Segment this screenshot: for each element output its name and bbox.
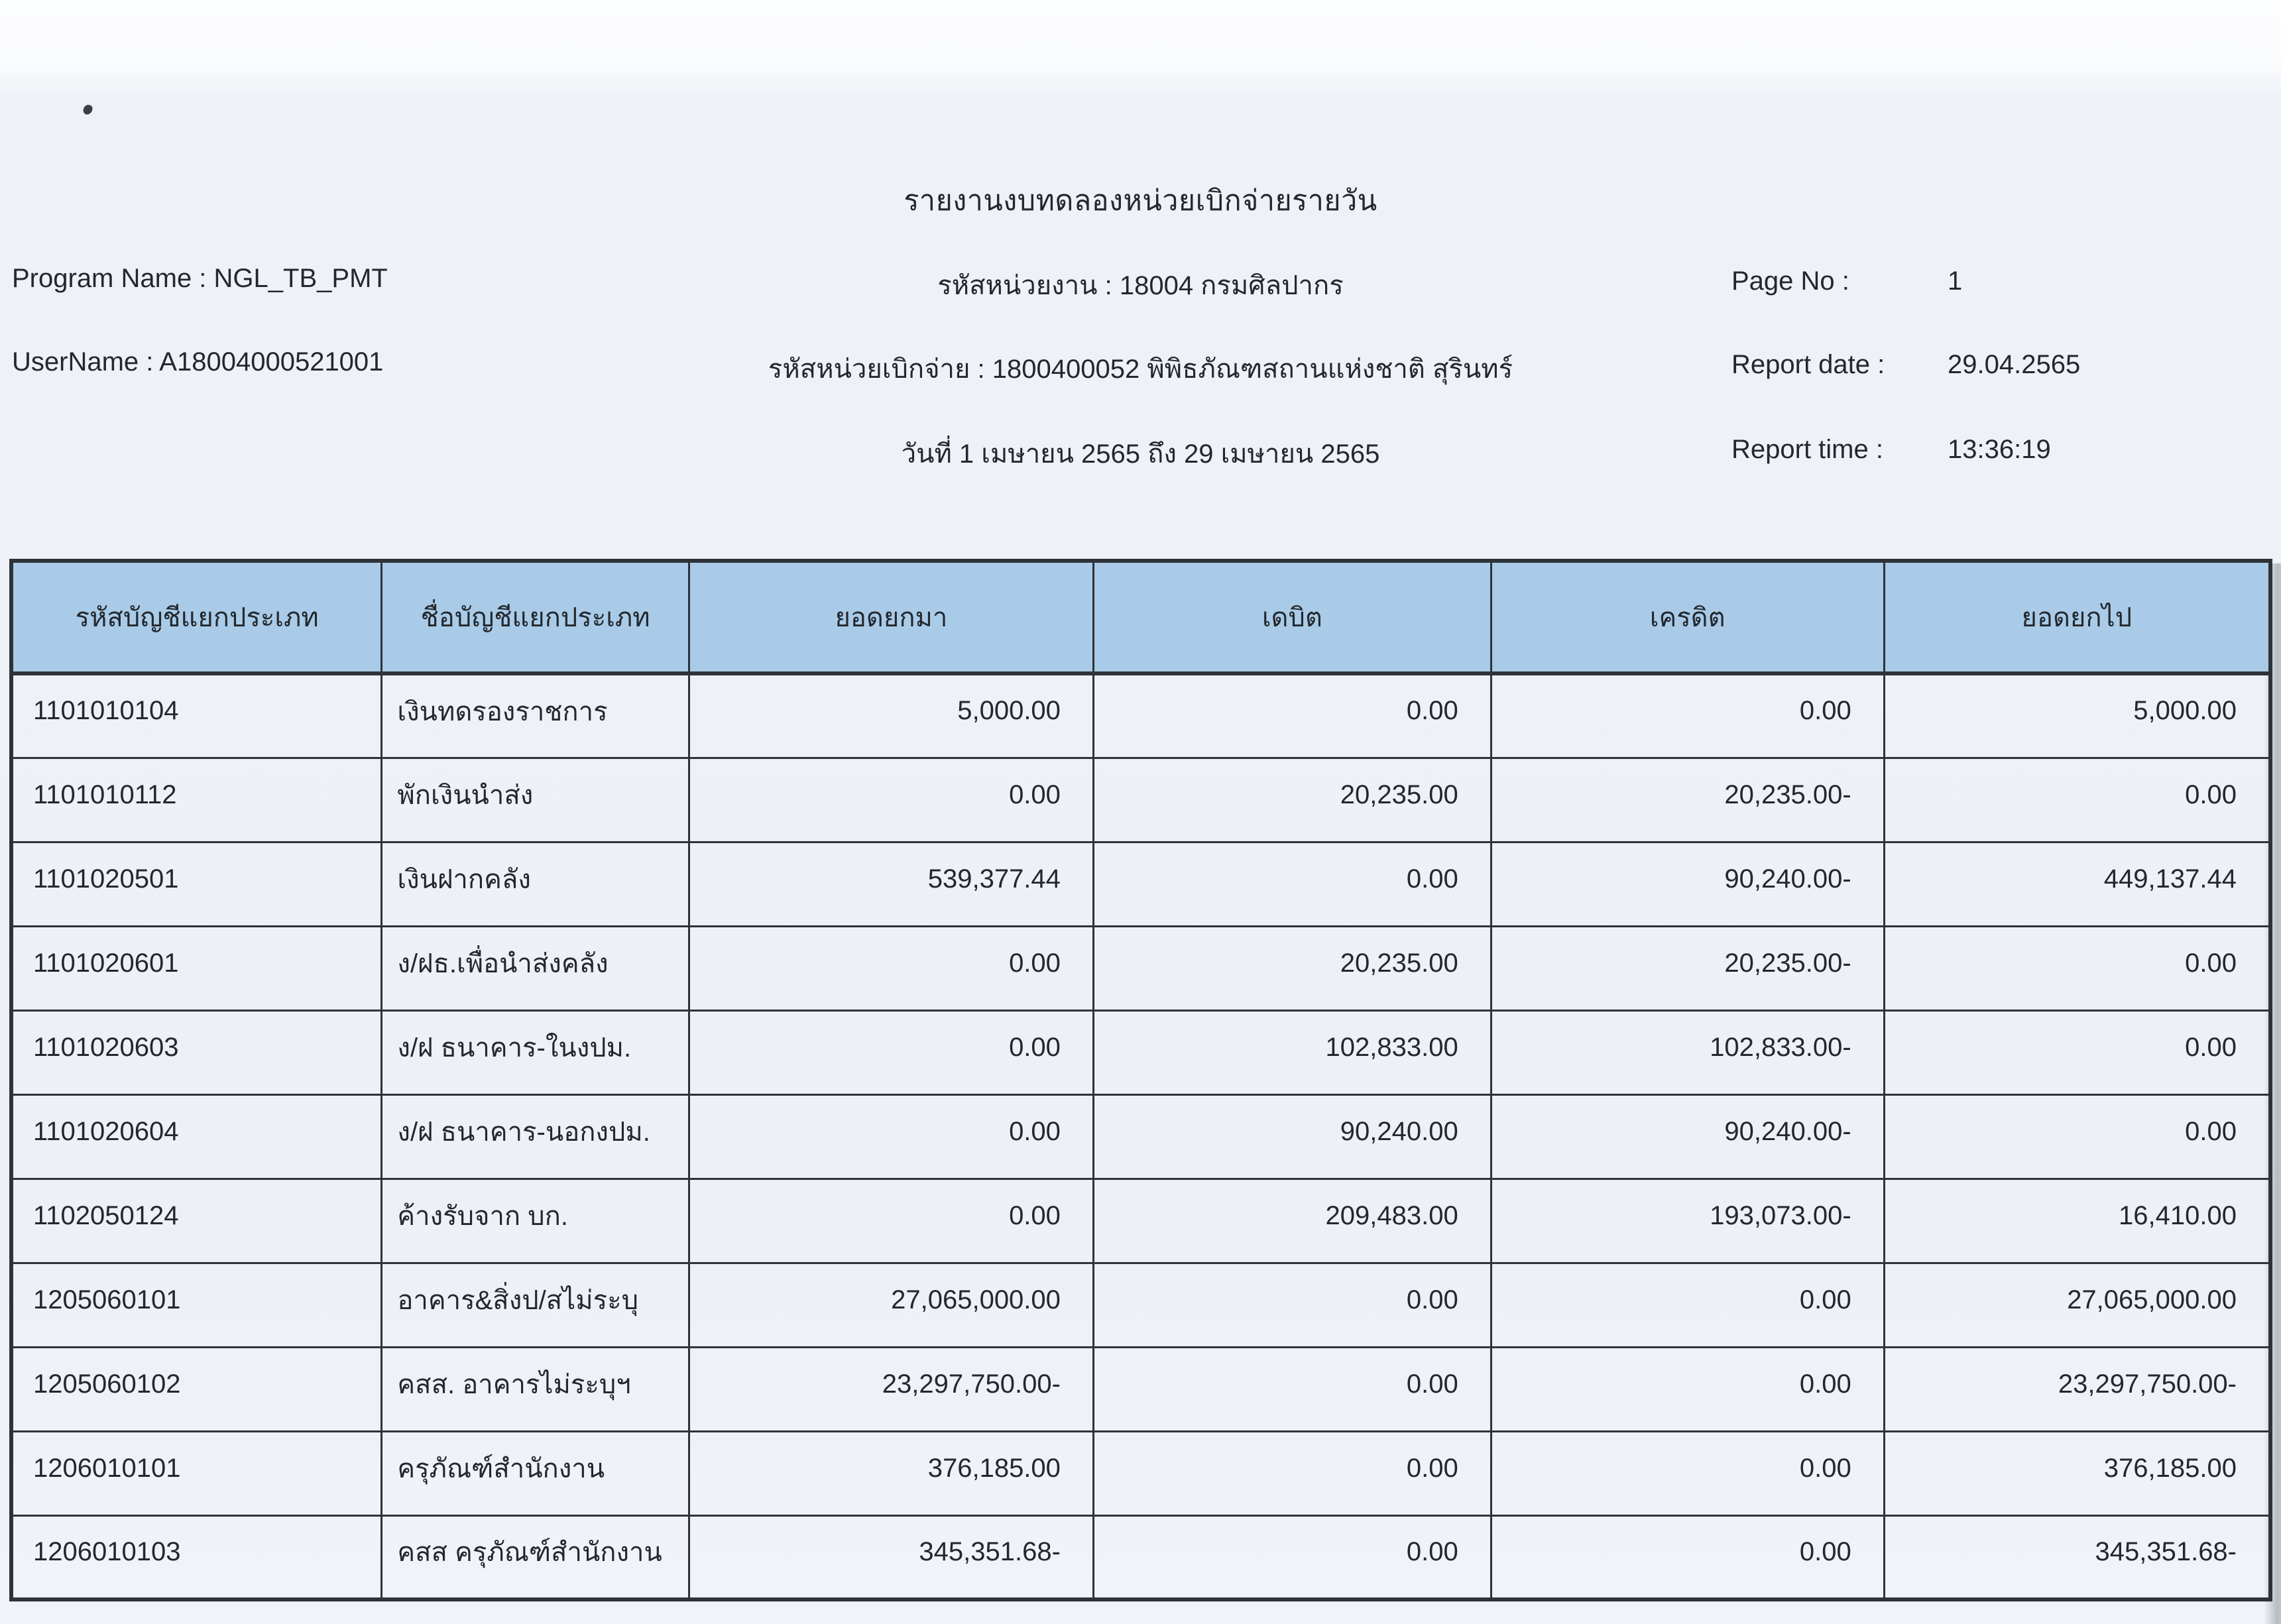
table-row bbox=[11, 1431, 2270, 1515]
account-code-cell: 1101010104 bbox=[11, 673, 382, 758]
account-name-cell: ง/ฝ ธนาคาร-นอกงปม. bbox=[382, 1094, 689, 1179]
account-code-cell: 1205060102 bbox=[11, 1347, 382, 1431]
debit-cell: 0.00 bbox=[1093, 1515, 1491, 1599]
debit-cell: 0.00 bbox=[1093, 1431, 1491, 1515]
opening-balance-cell: 0.00 bbox=[689, 1094, 1093, 1179]
account-code-cell: 1101020601 bbox=[11, 926, 382, 1010]
credit-cell: 20,235.00- bbox=[1491, 926, 1884, 1010]
account-code-cell: 1101020603 bbox=[11, 1010, 382, 1094]
program-name-label: Program Name : bbox=[12, 264, 207, 293]
account-code-cell: 1206010101 bbox=[11, 1431, 382, 1515]
credit-cell: 0.00 bbox=[1491, 1515, 1884, 1599]
opening-balance-cell: 0.00 bbox=[689, 758, 1093, 842]
opening-balance-cell: 0.00 bbox=[689, 926, 1093, 1010]
closing-balance-cell: 345,351.68- bbox=[1884, 1515, 2270, 1599]
agency-code-line: รหัสหน่วยงาน : 18004 กรมศิลปากร bbox=[937, 271, 1344, 300]
account-name-cell: เงินฝากคลัง bbox=[382, 842, 689, 926]
table-header-row bbox=[11, 561, 2270, 673]
opening-balance-cell: 345,351.68- bbox=[689, 1515, 1093, 1599]
table-row bbox=[11, 1263, 2270, 1347]
credit-cell: 193,073.00- bbox=[1491, 1179, 1884, 1263]
closing-balance-cell: 376,185.00 bbox=[1884, 1431, 2270, 1515]
table-header bbox=[11, 561, 2270, 673]
opening-balance-cell: 5,000.00 bbox=[689, 673, 1093, 758]
username-label: UserName : bbox=[12, 347, 154, 377]
table-row bbox=[11, 758, 2270, 842]
credit-cell: 0.00 bbox=[1491, 1347, 1884, 1431]
column-header-3: เดบิต bbox=[1093, 561, 1491, 673]
debit-cell: 209,483.00 bbox=[1093, 1179, 1491, 1263]
credit-cell: 90,240.00- bbox=[1491, 1094, 1884, 1179]
opening-balance-cell: 539,377.44 bbox=[689, 842, 1093, 926]
credit-cell: 90,240.00- bbox=[1491, 842, 1884, 926]
table-row bbox=[11, 1515, 2270, 1599]
debit-cell: 0.00 bbox=[1093, 1263, 1491, 1347]
closing-balance-cell: 0.00 bbox=[1884, 1094, 2270, 1179]
date-range-line: วันที่ 1 เมษายน 2565 ถึง 29 เมษายน 2565 bbox=[901, 439, 1380, 469]
debit-cell: 0.00 bbox=[1093, 1347, 1491, 1431]
credit-cell: 0.00 bbox=[1491, 1263, 1884, 1347]
closing-balance-cell: 0.00 bbox=[1884, 1010, 2270, 1094]
column-header-2: ยอดยกมา bbox=[689, 561, 1093, 673]
account-name-cell: ค้างรับจาก บก. bbox=[382, 1179, 689, 1263]
page-no-label: Page No : bbox=[1731, 266, 1849, 296]
closing-balance-cell: 27,065,000.00 bbox=[1884, 1263, 2270, 1347]
debit-cell: 102,833.00 bbox=[1093, 1010, 1491, 1094]
account-name-cell: คสส. อาคารไม่ระบุฯ bbox=[382, 1347, 689, 1431]
table-row bbox=[11, 1094, 2270, 1179]
closing-balance-cell: 0.00 bbox=[1884, 926, 2270, 1010]
table-row bbox=[11, 926, 2270, 1010]
column-header-1: ชื่อบัญชีแยกประเภท bbox=[382, 561, 689, 673]
report-time-value: 13:36:19 bbox=[1948, 435, 2051, 464]
account-code-cell: 1101020604 bbox=[11, 1094, 382, 1179]
report-date-value: 29.04.2565 bbox=[1948, 350, 2081, 379]
closing-balance-cell: 449,137.44 bbox=[1884, 842, 2270, 926]
account-code-cell: 1102050124 bbox=[11, 1179, 382, 1263]
debit-cell: 20,235.00 bbox=[1093, 758, 1491, 842]
opening-balance-cell: 0.00 bbox=[689, 1010, 1093, 1094]
opening-balance-cell: 376,185.00 bbox=[689, 1431, 1093, 1515]
account-code-cell: 1101020501 bbox=[11, 842, 382, 926]
closing-balance-cell: 16,410.00 bbox=[1884, 1179, 2270, 1263]
debit-cell: 0.00 bbox=[1093, 673, 1491, 758]
disbursing-unit-line: รหัสหน่วยเบิกจ่าย : 1800400052 พิพิธภัณฑสถานแห่งชาติ สุรินทร์ bbox=[768, 355, 1513, 384]
closing-balance-cell: 5,000.00 bbox=[1884, 673, 2270, 758]
account-name-cell: เงินทดรองราชการ bbox=[382, 673, 689, 758]
debit-cell: 0.00 bbox=[1093, 842, 1491, 926]
credit-cell: 102,833.00- bbox=[1491, 1010, 1884, 1094]
column-header-0: รหัสบัญชีแยกประเภท bbox=[11, 561, 382, 673]
scan-speck-artifact bbox=[82, 103, 93, 116]
page-no-value: 1 bbox=[1948, 266, 1963, 296]
report-time-label: Report time : bbox=[1731, 435, 1883, 464]
credit-cell: 0.00 bbox=[1491, 1431, 1884, 1515]
table-row bbox=[11, 842, 2270, 926]
account-name-cell: คสส ครุภัณฑ์สำนักงาน bbox=[382, 1515, 689, 1599]
account-code-cell: 1206010103 bbox=[11, 1515, 382, 1599]
trial-balance-table bbox=[9, 559, 2272, 1601]
opening-balance-cell: 27,065,000.00 bbox=[689, 1263, 1093, 1347]
table-row bbox=[11, 1010, 2270, 1094]
program-name-value: NGL_TB_PMT bbox=[213, 264, 388, 293]
report-title: รายงานงบทดลองหน่วยเบิกจ่ายรายวัน bbox=[904, 185, 1377, 217]
debit-cell: 20,235.00 bbox=[1093, 926, 1491, 1010]
table-row bbox=[11, 673, 2270, 758]
account-name-cell: ง/ฝธ.เพื่อนำส่งคลัง bbox=[382, 926, 689, 1010]
table-row bbox=[11, 1347, 2270, 1431]
opening-balance-cell: 23,297,750.00- bbox=[689, 1347, 1093, 1431]
closing-balance-cell: 23,297,750.00- bbox=[1884, 1347, 2270, 1431]
account-name-cell: อาคาร&สิ่งป/สไม่ระบุ bbox=[382, 1263, 689, 1347]
debit-cell: 90,240.00 bbox=[1093, 1094, 1491, 1179]
report-date-label: Report date : bbox=[1731, 350, 1885, 379]
account-code-cell: 1205060101 bbox=[11, 1263, 382, 1347]
account-name-cell: ง/ฝ ธนาคาร-ในงปม. bbox=[382, 1010, 689, 1094]
table-row bbox=[11, 1179, 2270, 1263]
column-header-5: ยอดยกไป bbox=[1884, 561, 2270, 673]
table-body bbox=[11, 673, 2270, 1599]
account-code-cell: 1101010112 bbox=[11, 758, 382, 842]
opening-balance-cell: 0.00 bbox=[689, 1179, 1093, 1263]
closing-balance-cell: 0.00 bbox=[1884, 758, 2270, 842]
account-name-cell: ครุภัณฑ์สำนักงาน bbox=[382, 1431, 689, 1515]
username-value: A18004000521001 bbox=[159, 347, 384, 377]
credit-cell: 20,235.00- bbox=[1491, 758, 1884, 842]
account-name-cell: พักเงินนำส่ง bbox=[382, 758, 689, 842]
column-header-4: เครดิต bbox=[1491, 561, 1884, 673]
credit-cell: 0.00 bbox=[1491, 673, 1884, 758]
